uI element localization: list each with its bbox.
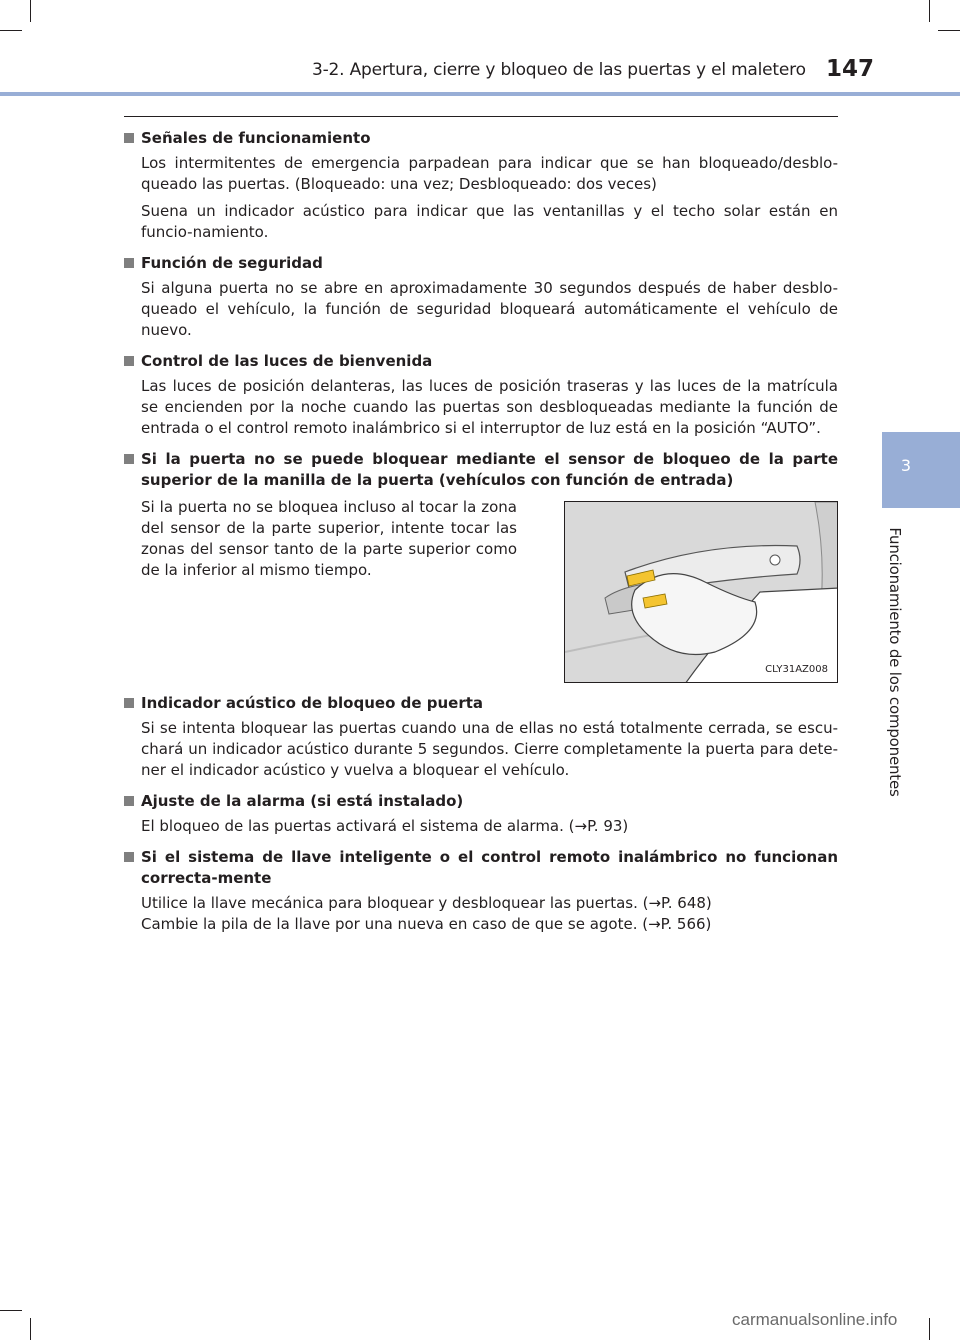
crop-mark (929, 1318, 930, 1340)
crop-mark (0, 1310, 22, 1311)
crop-mark (30, 1318, 31, 1340)
section-buzzer (124, 693, 838, 781)
paragraph: Si la puerta no se bloquea incluso al tocar la zona del sensor de la parte superior, intente tocar las zonas del sensor tanto de la parte superior como de la inferior al mismo tiempo. (141, 498, 517, 579)
crop-mark (0, 30, 22, 31)
square-bullet-icon (124, 258, 134, 268)
door-handle-illustration (564, 501, 838, 683)
section-heading (124, 351, 838, 372)
header-section-title: 3-2. Apertura, cierre y bloqueo de las puertas y el maletero (312, 60, 806, 80)
figure-code: CLY31AZ008 (762, 663, 831, 676)
section-heading (124, 847, 838, 889)
square-bullet-icon (124, 454, 134, 464)
section-heading (124, 449, 838, 491)
main-content (124, 128, 838, 945)
section-heading-text: Si el sistema de llave inteligente o el control remoto inalámbrico no funcionan correcta-mente (141, 848, 838, 887)
crop-mark (929, 0, 930, 22)
watermark: carmanualsonline.info (732, 1310, 898, 1329)
section-heading-text: Indicador acústico de bloqueo de puerta (141, 694, 484, 712)
paragraph: El bloqueo de las puertas activará el sistema de alarma. (→P. 93) (141, 817, 629, 835)
door-handle-drawing (565, 502, 838, 683)
section-heading-text: Ajuste de la alarma (si está instalado) (141, 792, 464, 810)
paragraph: Utilice la llave mecánica para bloquear y desbloquear las puertas. (→P. 648) (141, 894, 712, 912)
paragraph-with-figure (141, 497, 838, 683)
paragraph: Las luces de posición delanteras, las luces de posición traseras y las luces de la matrícula se encienden por la noche cuando las puertas son desbloqueadas mediante la función de entrada o el control remoto inalámbrico si el interruptor de luz está en la posición “AUTO”. (141, 377, 838, 437)
section-heading-text: Control de las luces de bienvenida (141, 352, 433, 370)
square-bullet-icon (124, 852, 134, 862)
paragraph: Si alguna puerta no se abre en aproximadamente 30 segundos después de haber desblo-queado el vehículo, la función de seguridad bloqueará automáticamente el vehículo de nuevo. (141, 279, 838, 339)
section-heading-text: Función de seguridad (141, 254, 323, 272)
chapter-tab (882, 432, 960, 508)
section-welcome-lights (124, 351, 838, 439)
square-bullet-icon (124, 698, 134, 708)
section-smart-key (124, 847, 838, 935)
section-heading (124, 791, 838, 812)
paragraph: Si se intenta bloquear las puertas cuando una de ellas no está totalmente cerrada, se escu-chará un indicador acústico durante 5 segundos. Cierre completamente la puerta para dete-ner el indicador acústico y vuelva a bloquear el vehículo. (141, 719, 838, 779)
crop-mark (938, 30, 960, 31)
square-bullet-icon (124, 796, 134, 806)
section-operation-signals (124, 128, 838, 243)
section-heading (124, 693, 838, 714)
section-alarm (124, 791, 838, 837)
paragraph: Suena un indicador acústico para indicar que las ventanillas y el techo solar están en funcio-namiento. (141, 202, 838, 241)
square-bullet-icon (124, 356, 134, 366)
section-heading-text: Si la puerta no se puede bloquear mediante el sensor de bloqueo de la parte superior de la manilla de la puerta (vehículos con función de entrada) (141, 450, 838, 489)
header-rule (0, 92, 960, 96)
crop-mark (30, 0, 31, 22)
paragraph: Cambie la pila de la llave por una nueva en caso de que se agote. (→P. 566) (141, 915, 712, 933)
section-heading (124, 128, 838, 149)
chapter-title: Funcionamiento de los componentes (886, 527, 904, 797)
section-heading-text: Señales de funcionamiento (141, 129, 371, 147)
page-number: 147 (826, 56, 875, 82)
section-heading (124, 253, 838, 274)
content-top-rule (124, 116, 838, 117)
paragraph: Los intermitentes de emergencia parpadean para indicar que se han bloqueado/desblo-queado las puertas. (Bloqueado: una vez; Desbloqueado: dos veces) (141, 154, 838, 193)
chapter-title-vertical (870, 522, 920, 802)
section-door-lock-sensor (124, 449, 838, 683)
square-bullet-icon (124, 133, 134, 143)
section-security-function (124, 253, 838, 341)
chapter-number: 3 (900, 456, 912, 475)
